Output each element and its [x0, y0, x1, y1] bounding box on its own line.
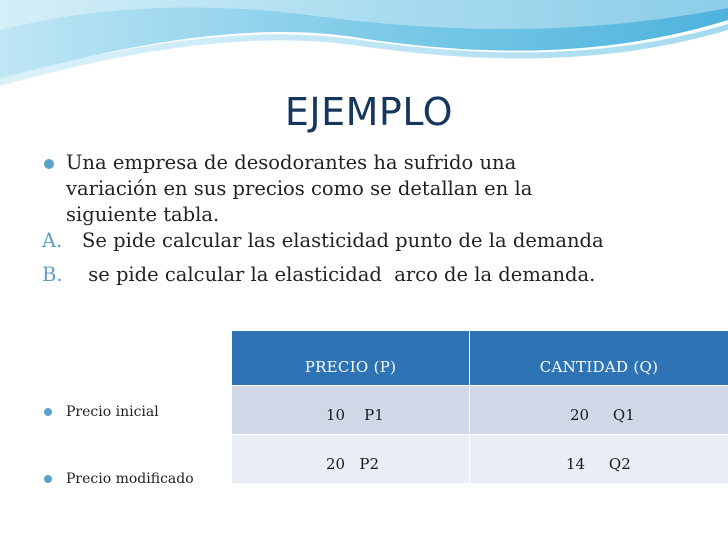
row-label-initial: Precio inicial — [66, 404, 159, 420]
intro-line-3: siguiente tabla. — [66, 203, 220, 226]
bullet-icon — [44, 475, 52, 483]
header-quantity: CANTIDAD (Q) — [539, 358, 659, 376]
bullet-icon — [44, 159, 54, 169]
list-item-a — [0, 228, 700, 254]
table-row — [232, 435, 728, 483]
table-header-row — [232, 331, 728, 385]
slide-title: EJEMPLO — [284, 90, 454, 134]
bullet-icon — [44, 408, 52, 416]
list-text-b: se pide calcular la elasticidad arco de la demanda. — [82, 263, 596, 286]
header-wave-decoration — [0, 0, 728, 90]
cell-price-modified: 20 P2 — [232, 435, 470, 483]
header-price: PRECIO (P) — [232, 331, 470, 385]
cell-price-initial: 10 P1 — [232, 386, 470, 434]
cell-quantity-modified: 14 Q2 — [566, 455, 631, 473]
list-text-a: Se pide calcular las elasticidad punto de la demanda — [82, 229, 604, 252]
list-marker-a: A. — [42, 229, 63, 252]
list-marker-b: B. — [42, 263, 63, 286]
cell-quantity-initial: 20 Q1 — [570, 406, 635, 424]
row-label-modified: Precio modificado — [66, 471, 194, 487]
list-item-b — [0, 262, 700, 288]
slide-body — [0, 150, 700, 288]
intro-paragraph — [0, 150, 700, 228]
table-row — [232, 386, 728, 434]
price-quantity-table — [232, 331, 728, 483]
intro-line-2: variación en sus precios como se detallan en la — [66, 177, 533, 200]
intro-line-1: Una empresa de desodorantes ha sufrido una — [66, 151, 517, 174]
